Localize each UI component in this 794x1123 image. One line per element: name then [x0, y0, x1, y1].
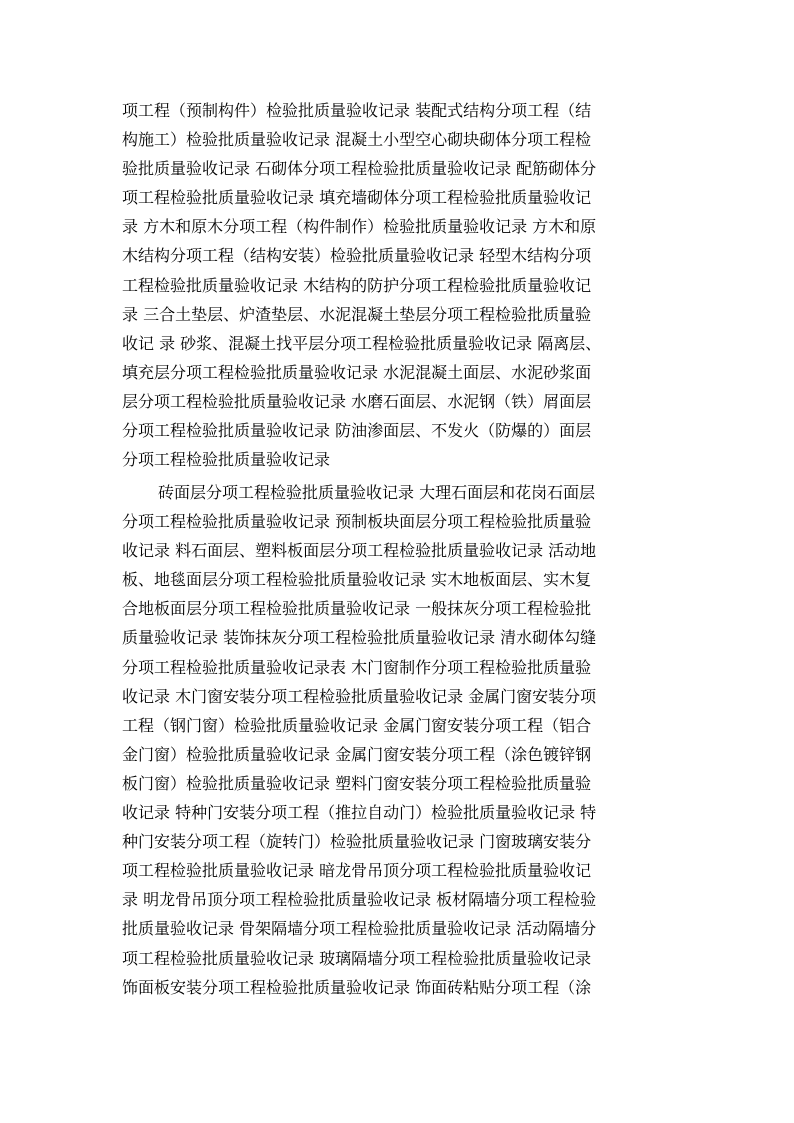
text-line: 分项工程检验批质量验收记录	[122, 450, 331, 470]
paragraph-1	[122, 96, 674, 474]
text-line: 合地板面层分项工程检验批质量验收记录 一般抹灰分项工程检验批	[122, 599, 592, 619]
text-line: 饰面板安装分项工程检验批质量验收记录 饰面砖粘贴分项工程（涂	[122, 977, 592, 997]
text-line: 质量验收记录 装饰抹灰分项工程检验批质量验收记录 清水砌体勾缝	[122, 628, 597, 648]
text-line: 收记录 料石面层、塑料板面层分项工程检验批质量验收记录 活动地	[122, 541, 597, 561]
text-line: 木结构分项工程（结构安装）检验批质量验收记录 轻型木结构分项	[122, 246, 592, 266]
text-line: 收记录 木门窗安装分项工程检验批质量验收记录 金属门窗安装分项	[122, 686, 597, 706]
text-line: 工程检验批质量验收记录 木结构的防护分项工程检验批质量验收记	[122, 275, 592, 295]
text-line: 金门窗）检验批质量验收记录 金属门窗安装分项工程（涂色镀锌钢	[122, 744, 592, 764]
text-line: 项工程检验批质量验收记录 玻璃隔墙分项工程检验批质量验收记录	[122, 948, 592, 968]
text-line: 填充层分项工程检验批质量验收记录 水泥混凝土面层、水泥砂浆面	[122, 362, 592, 382]
text-line: 构施工）检验批质量验收记录 混凝土小型空心砌块砌体分项工程检	[122, 130, 592, 150]
text-line: 种门安装分项工程（旋转门）检验批质量验收记录 门窗玻璃安装分	[122, 832, 592, 852]
text-line: 批质量验收记录 骨架隔墙分项工程检验批质量验收记录 活动隔墙分	[122, 919, 597, 939]
text-line: 验批质量验收记录 石砌体分项工程检验批质量验收记录 配筋砌体分	[122, 159, 597, 179]
text-line: 分项工程检验批质量验收记录 预制板块面层分项工程检验批质量验	[122, 512, 592, 532]
text-line: 工程（钢门窗）检验批质量验收记录 金属门窗安装分项工程（铝合	[122, 715, 592, 735]
text-line: 分项工程检验批质量验收记录表 木门窗制作分项工程检验批质量验	[122, 657, 592, 677]
text-line: 录 明龙骨吊顶分项工程检验批质量验收记录 板材隔墙分项工程检验	[122, 890, 597, 910]
text-line: 收记录 特种门安装分项工程（推拉自动门）检验批质量验收记录 特	[122, 803, 597, 823]
text-line: 分项工程检验批质量验收记录 防油渗面层、不发火（防爆的）面层	[122, 421, 592, 441]
text-line: 砖面层分项工程检验批质量验收记录 大理石面层和花岗石面层	[158, 483, 596, 502]
text-line: 板门窗）检验批质量验收记录 塑料门窗安装分项工程检验批质量验	[122, 773, 592, 793]
text-line: 收记 录 砂浆、混凝土找平层分项工程检验批质量验收记录 隔离层、	[122, 333, 602, 353]
text-line: 录 方木和原木分项工程（构件制作）检验批质量验收记录 方木和原	[122, 217, 597, 237]
text-line: 录 三合土垫层、炉渣垫层、水泥混凝土垫层分项工程检验批质量验	[122, 304, 592, 324]
text-line: 层分项工程检验批质量验收记录 水磨石面层、水泥钢（铁）屑面层	[122, 391, 592, 411]
text-line: 项工程（预制构件）检验批质量验收记录 装配式结构分项工程（结	[122, 101, 592, 120]
text-line: 板、地毯面层分项工程检验批质量验收记录 实木地板面层、实木复	[122, 570, 592, 590]
paragraph-2	[122, 478, 674, 1002]
text-line: 项工程检验批质量验收记录 填充墙砌体分项工程检验批质量验收记	[122, 188, 592, 208]
text-line: 项工程检验批质量验收记录 暗龙骨吊顶分项工程检验批质量验收记	[122, 861, 592, 881]
